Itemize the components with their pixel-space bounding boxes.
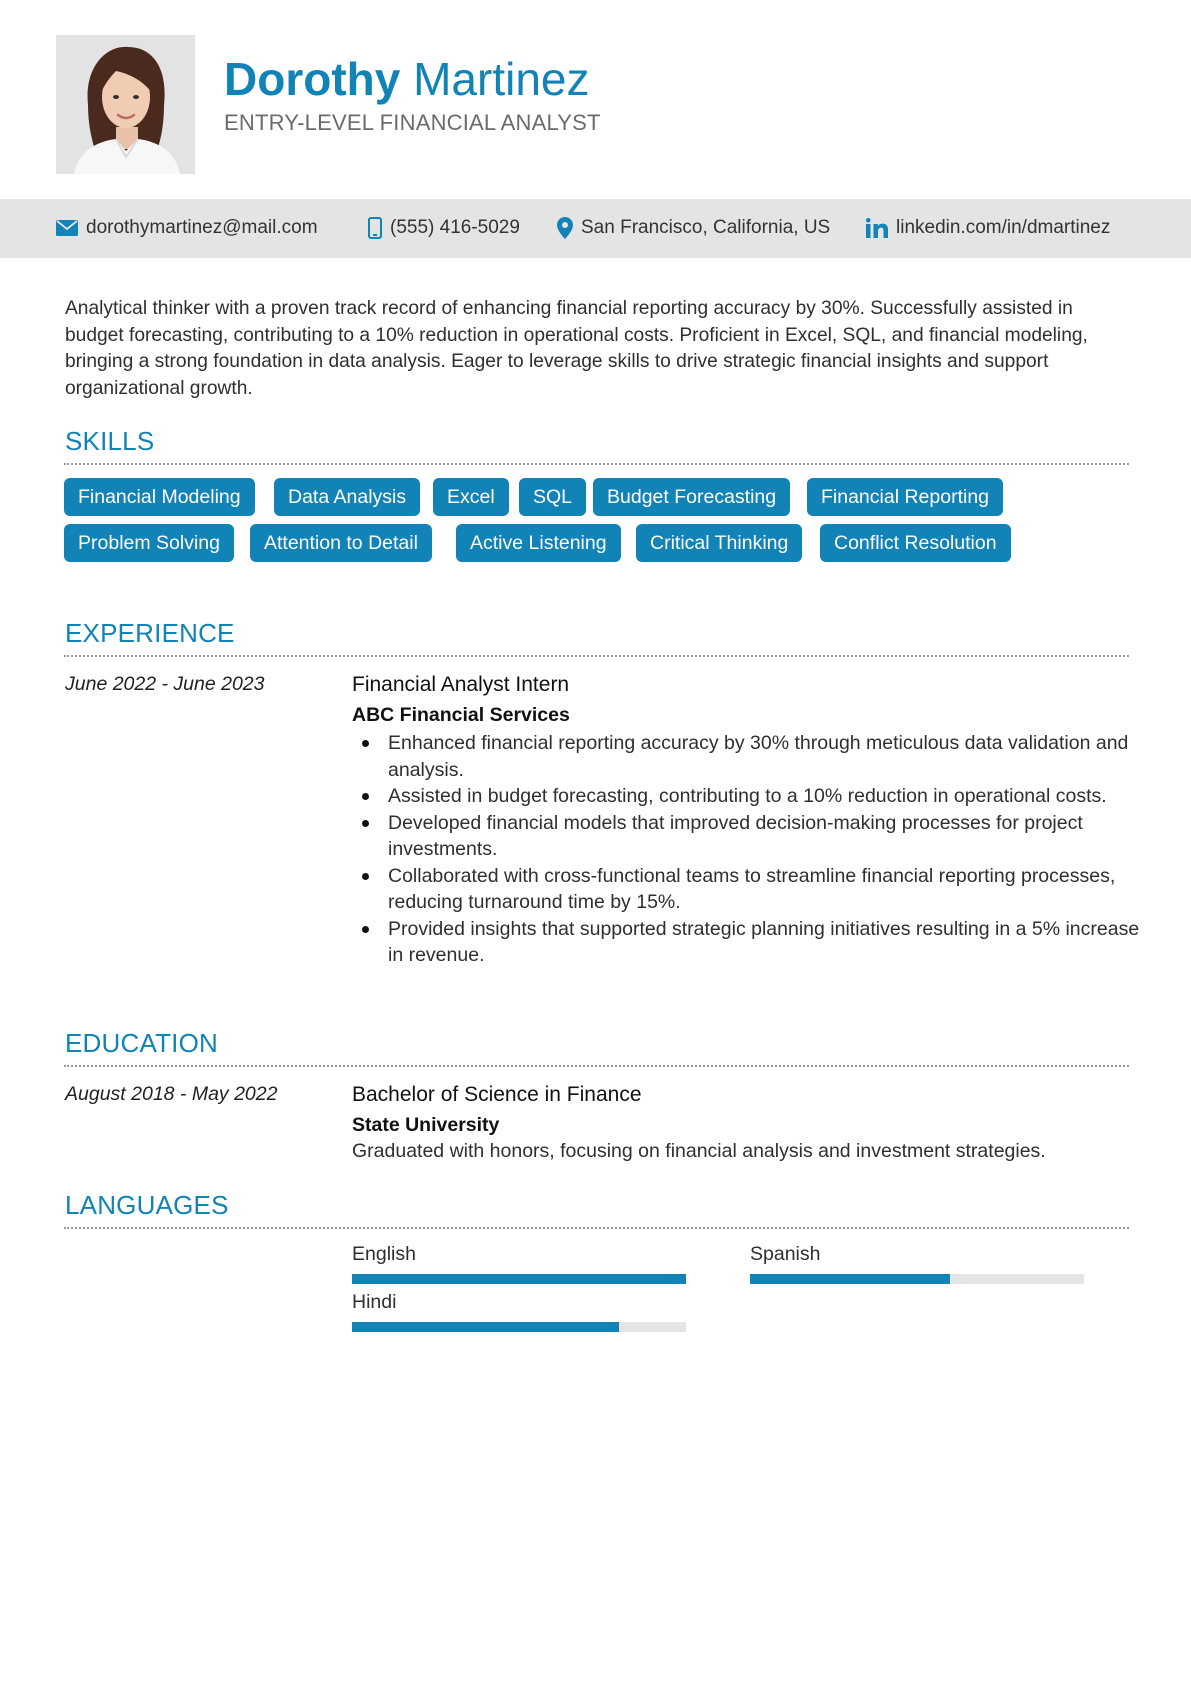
contact-location bbox=[557, 217, 830, 239]
phone-icon bbox=[368, 217, 382, 239]
location-text: San Francisco, California, US bbox=[581, 217, 831, 238]
list-item: Developed financial models that improved decision-making processes for project investments. bbox=[352, 810, 1142, 863]
linkedin-text: linkedin.com/in/dmartinez bbox=[896, 217, 1111, 238]
profile-photo bbox=[56, 35, 195, 174]
contact-linkedin[interactable] bbox=[866, 217, 1110, 239]
skill-tag: Budget Forecasting bbox=[593, 478, 790, 516]
section-divider bbox=[64, 1227, 1129, 1229]
skill-tag: Active Listening bbox=[456, 524, 621, 562]
skill-tag: Excel bbox=[433, 478, 509, 516]
skill-tag: Data Analysis bbox=[274, 478, 420, 516]
language-level-bar bbox=[352, 1274, 686, 1284]
last-name: Martinez bbox=[413, 53, 590, 105]
experience-bullets bbox=[352, 730, 1142, 969]
envelope-icon bbox=[56, 220, 78, 236]
skill-tag: Problem Solving bbox=[64, 524, 234, 562]
language-level-bar bbox=[352, 1322, 619, 1332]
section-title-experience: EXPERIENCE bbox=[65, 618, 235, 648]
experience-dates: June 2022 - June 2023 bbox=[65, 673, 265, 695]
skill-tag: Conflict Resolution bbox=[820, 524, 1011, 562]
experience-role: Financial Analyst Intern bbox=[352, 673, 570, 696]
skill-tag: Financial Reporting bbox=[807, 478, 1003, 516]
email-text: dorothymartinez@mail.com bbox=[86, 217, 318, 238]
language-level-track bbox=[750, 1274, 1084, 1284]
education-dates: August 2018 - May 2022 bbox=[65, 1083, 278, 1105]
section-title-languages: LANGUAGES bbox=[65, 1190, 229, 1220]
list-item: Provided insights that supported strategic planning initiatives resulting in a 5% increase in revenue. bbox=[352, 916, 1142, 969]
contact-phone[interactable] bbox=[368, 217, 520, 239]
language-name: Hindi bbox=[352, 1291, 397, 1313]
contact-bar bbox=[0, 199, 1191, 258]
language-level-bar bbox=[750, 1274, 950, 1284]
skill-tag: Critical Thinking bbox=[636, 524, 802, 562]
list-item: Enhanced financial reporting accuracy by 30% through meticulous data validation and analysis. bbox=[352, 730, 1142, 783]
language-item bbox=[352, 1243, 686, 1284]
section-divider bbox=[64, 463, 1129, 465]
skill-tag: SQL bbox=[519, 478, 586, 516]
section-title-education: EDUCATION bbox=[65, 1028, 218, 1058]
education-degree: Bachelor of Science in Finance bbox=[352, 1083, 642, 1106]
language-name: English bbox=[352, 1243, 416, 1265]
experience-company: ABC Financial Services bbox=[352, 704, 570, 726]
list-item: Collaborated with cross-functional teams to streamline financial reporting processes, reducing turnaround time by 15%. bbox=[352, 863, 1142, 916]
linkedin-icon bbox=[866, 218, 888, 238]
language-level-track bbox=[352, 1322, 686, 1332]
full-name bbox=[224, 50, 590, 108]
avatar bbox=[56, 35, 195, 174]
phone-text: (555) 416-5029 bbox=[390, 217, 520, 238]
language-level-track bbox=[352, 1274, 686, 1284]
language-item bbox=[352, 1291, 686, 1332]
profile-summary: Analytical thinker with a proven track record of enhancing financial reporting accuracy by 30%. Successfully assisted in budget forecasting, contributing to a 10% reduction in operational costs. Proficient in Excel, SQL, and financial modeling, bringing a strong foundation in data analysis. Eager to leverage skills to drive strategic financial insights and support organizational growth. bbox=[65, 298, 1088, 399]
list-item: Assisted in budget forecasting, contributing to a 10% reduction in operational costs. bbox=[352, 783, 1142, 810]
education-description: Graduated with honors, focusing on financial analysis and investment strategies. bbox=[352, 1140, 1046, 1162]
first-name: Dorothy bbox=[224, 53, 401, 105]
language-item bbox=[750, 1243, 1084, 1284]
contact-email[interactable] bbox=[56, 217, 318, 239]
section-title-skills: SKILLS bbox=[65, 426, 155, 456]
job-title: ENTRY-LEVEL FINANCIAL ANALYST bbox=[224, 110, 601, 135]
section-divider bbox=[64, 655, 1129, 657]
language-name: Spanish bbox=[750, 1243, 821, 1265]
skill-tag: Financial Modeling bbox=[64, 478, 255, 516]
education-school: State University bbox=[352, 1114, 500, 1136]
skill-tag: Attention to Detail bbox=[250, 524, 432, 562]
map-pin-icon bbox=[557, 217, 573, 239]
section-divider bbox=[64, 1065, 1129, 1067]
